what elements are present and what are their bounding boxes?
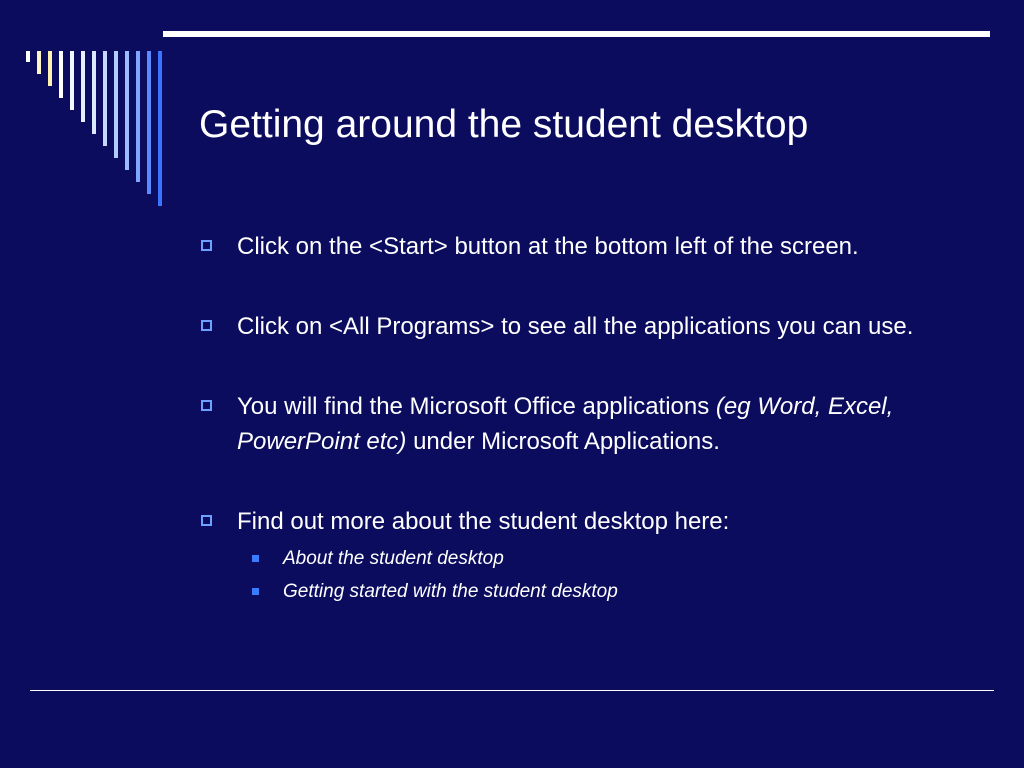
- link-label[interactable]: About the student desktop: [283, 548, 504, 569]
- bullet-text: under Microsoft Applications.: [406, 428, 720, 455]
- stripe: [26, 51, 30, 62]
- bottom-rule: [30, 690, 994, 691]
- bullet-item: [199, 504, 959, 608]
- top-rule: [163, 31, 990, 37]
- stripe: [92, 51, 96, 134]
- stripe: [125, 51, 129, 170]
- bullet-item: [199, 229, 959, 264]
- stripe: [114, 51, 118, 158]
- bullet-item: [199, 389, 959, 459]
- stripe: [70, 51, 74, 110]
- hollow-square-bullet-icon: [201, 400, 212, 411]
- bullet-text: Click on the <Start> button at the bottom left of the screen.: [237, 233, 859, 260]
- stripe: [81, 51, 85, 122]
- stripe: [103, 51, 107, 146]
- filled-square-bullet-icon: [252, 588, 259, 595]
- link-about-student-desktop[interactable]: [237, 542, 959, 575]
- sub-bullet-list: [237, 542, 959, 608]
- stripe: [37, 51, 41, 74]
- stripe: [158, 51, 162, 206]
- bullet-text-italic: (eg Word, Excel, PowerPoint etc): [237, 393, 894, 455]
- bullet-text: Click on <All Programs> to see all the applications you can use.: [237, 313, 914, 340]
- bullet-text: You will find the Microsoft Office applications: [237, 393, 716, 420]
- stripe: [147, 51, 151, 194]
- bullet-list: [199, 229, 959, 608]
- filled-square-bullet-icon: [252, 555, 259, 562]
- hollow-square-bullet-icon: [201, 240, 212, 251]
- stripe: [59, 51, 63, 98]
- hollow-square-bullet-icon: [201, 515, 212, 526]
- link-getting-started[interactable]: [237, 575, 959, 608]
- hollow-square-bullet-icon: [201, 320, 212, 331]
- stripe: [136, 51, 140, 182]
- stripe: [48, 51, 52, 86]
- bullet-item: [199, 309, 959, 344]
- bullet-text: Find out more about the student desktop here:: [237, 508, 730, 535]
- slide-title: Getting around the student desktop: [199, 103, 809, 146]
- link-label[interactable]: Getting started with the student desktop: [283, 581, 618, 602]
